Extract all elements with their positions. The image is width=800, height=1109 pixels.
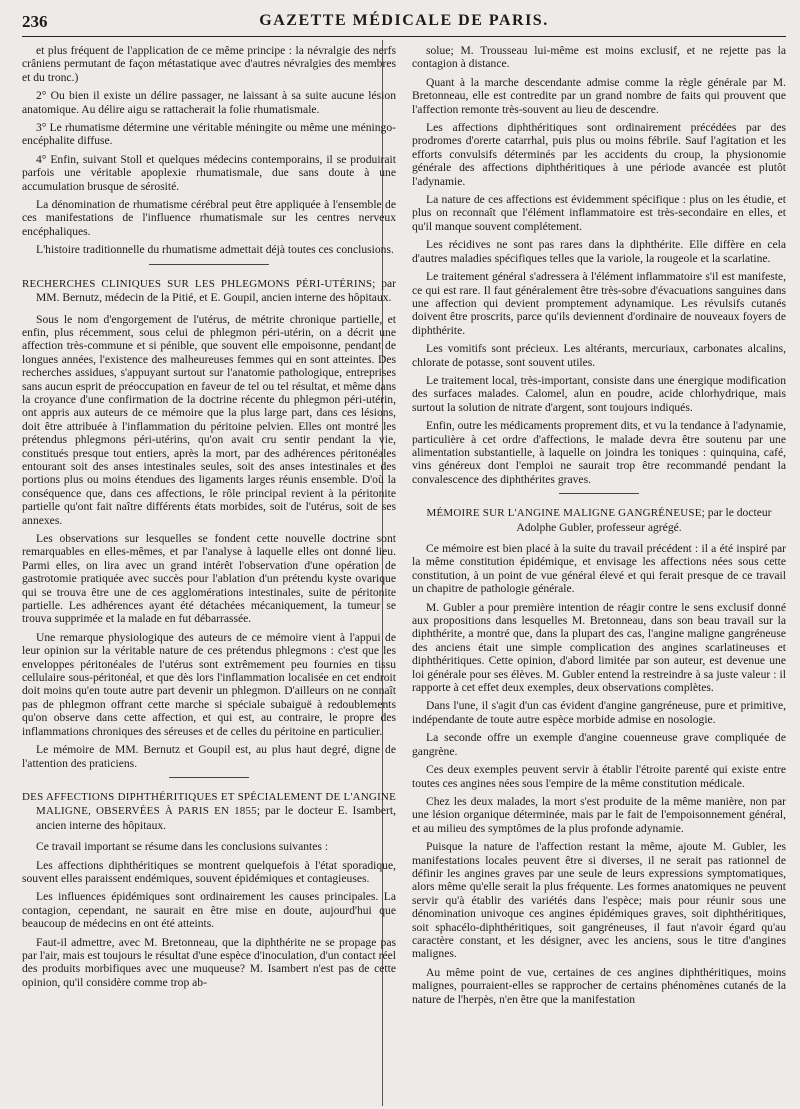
paragraph: Ce mémoire est bien placé à la suite du travail précédent : il a été inspiré par la même constitution épidémique, et envisage les affections nées sous cette constitution, à un point de vue général élevé et qui ferait presque de ce travail un chapitre de pathologie générale. bbox=[412, 542, 786, 596]
paragraph: Les affections diphthéritiques sont ordinairement précédées par des prodromes d'orerte catarrhal, puis plus ou moins fébrile. Sauf l'agitation et les efforts convulsifs déterminés par les accidents du croup, la physionomie générale des affections diphthéritiques à une période avancée est plutôt l'adynamie. bbox=[412, 121, 786, 188]
paragraph: Les récidives ne sont pas rares dans la diphthérite. Elle diffère en cela d'autres maladies spécifiques telles que la variole, la rougeole et la scarlatine. bbox=[412, 238, 786, 265]
article-byline: ; par le docteur Adolphe Gubler, professeur agrégé. bbox=[516, 506, 772, 534]
article-title: RECHERCHES CLINIQUES SUR LES PHLEGMONS PÉRI-UTÉRINS bbox=[22, 277, 373, 290]
section-divider bbox=[149, 264, 269, 265]
paragraph: Les influences épidémiques sont ordinairement les causes principales. La contagion, cependant, ne saurait en être mise en doute, aujourd'hui que beaucoup de médecins en ont été atteints. bbox=[22, 890, 396, 931]
paragraph: Les observations sur lesquelles se fondent cette nouvelle doctrine sont remarquables en elles-mêmes, et par l'analyse à laquelle elles ont donné lieu. Parmi elles, on lira avec un grand intérêt l'observation d'une opération de gastrotomie pratiquée avec succès pour l'ablation d'un prétendu kyste ovarique qui se trouva être une de ces agglomérations intestinales, suite de péritonite partielle. Les adhérences ayant été détachées mécaniquement, la tumeur se trouva supprimée et la malade en fut débarrassée. bbox=[22, 532, 396, 626]
paragraph: solue; M. Trousseau lui-même est moins exclusif, et ne rejette pas la contagion à distance. bbox=[412, 44, 786, 71]
article-heading-diphtheritic bbox=[22, 790, 396, 832]
text-columns bbox=[22, 44, 786, 1104]
paragraph: Les affections diphthéritiques se montrent quelquefois à l'état sporadique, souvent elles paraissent endémiques, souvent épidémiques et contagieuses. bbox=[22, 858, 396, 885]
paragraph: L'histoire traditionnelle du rhumatisme admettait déjà toutes ces conclusions. bbox=[36, 243, 394, 257]
paragraph: Les vomitifs sont précieux. Les altérants, mercuriaux, carbonates alcalins, chlorate de potasse, sont souvent utiles. bbox=[412, 342, 786, 369]
paragraph: M. Gubler a pour première intention de réagir contre le sens exclusif donné aux propositions dans lesquelles M. Bretonneau, dans son beau travail sur la diphthérite, a montré que, dans la plupart des cas, l'angine maligne gangréneuse des anciens était une simple complication des angines scarlatineuses et diphthéritiques. Cette opinion, d'abord limitée par son auteur, est devenue une loi générale pour ses élèves. M. Gubler entend la restreindre à sa juste valeur : il rapporte à cet effet deux exemples, deux observations complètes. bbox=[412, 600, 786, 695]
article-title: MÉMOIRE SUR L'ANGINE MALIGNE GANGRÉNEUSE bbox=[426, 507, 702, 520]
paragraph: 2° Ou bien il existe un délire passager, ne laissant à sa suite aucune lésion anatomique. Au délire aigu se rattacherait la folie rhumatismale. bbox=[22, 89, 396, 116]
paragraph: La dénomination de rhumatisme cérébral peut être appliquée à l'ensemble de ces manifestations de l'influence rhumatismale sur les centres nerveux encéphaliques. bbox=[22, 198, 396, 238]
paragraph: Chez les deux malades, la mort s'est produite de la même manière, non par une lésion organique déterminée, mais par le fait de l'empoisonnement général, et au milieu des symptômes de la plus profonde adynamie. bbox=[412, 794, 786, 835]
paragraph: La seconde offre un exemple d'angine couenneuse grave compliquée de gangrène. bbox=[412, 731, 786, 758]
paragraph: Puisque la nature de l'affection restant la même, ajoute M. Gubler, les manifestations locales peuvent être si diverses, il ne serait pas rationnel de définir les angines graves par une seule de leurs expressions symptomatiques, alors même qu'elle serait la plus fréquente. Les formes anatomiques ne peuvent servir qu'à établir des variétés dans l'espèce; mais pour réunir sous une dénomination univoque ces angines épidémiques graves, soit diphthéritiques, soit sphacélo-diphthéritiques, soit gangréneuses, il faut n'avoir égard qu'au caractère constant, et les désigner, avec les anciens, sous le titre d'angines malignes. bbox=[412, 840, 786, 961]
article-byline: ; par le docteur E. Isambert, ancien interne des hôpitaux. bbox=[36, 804, 396, 832]
section-divider bbox=[169, 777, 249, 778]
paragraph: Faut-il admettre, avec M. Bretonneau, que la diphthérite ne se propage pas par l'air, mais est toujours le résultat d'une espèce d'inoculation, d'un contact réel des produits morbifiques avec une muqueuse? M. Isambert n'est pas de cette opinion, qu'il considère comme trop ab- bbox=[22, 935, 396, 989]
paragraph: Une remarque physiologique des auteurs de ce mémoire vient à l'appui de leur opinion sur la véritable nature de ces prétendus phlegmons : c'est que les enveloppes péritonéales de l'utérus sont extrêmement peu fournies en tissu cellulaire sous-péritonéal, et que dès lors l'inflammation localisée en cet endroit doit moins qu'en toute autre part devenir un phlegmon. D'ailleurs on ne connaît pas de phlegmon offrant cette marche si spéciale subaiguë à redoublements qu'on observe dans cette affection, et qui est, au contraire, le propre des inflammations chroniques des séreuses et de celles du péritoine en particulier. bbox=[22, 630, 396, 738]
page-number: 236 bbox=[22, 12, 48, 31]
page-header bbox=[22, 10, 786, 37]
running-title: GAZETTE MÉDICALE DE PARIS. bbox=[259, 12, 549, 29]
article-byline: ; par MM. Bernutz, médecin de la Pitié, et E. Goupil, ancien interne des hôpitaux. bbox=[36, 276, 396, 305]
paragraph: 4° Enfin, suivant Stoll et quelques médecins contemporains, il se produirait parfois une véritable apoplexie rhumatismale, due sans doute à une accumulation brusque de sérosité. bbox=[22, 152, 396, 193]
paragraph: Le mémoire de MM. Bernutz et Goupil est, au plus haut degré, digne de l'attention des praticiens. bbox=[22, 743, 396, 770]
paragraph: Ces deux exemples peuvent servir à établir l'étroite parenté qui existe entre toutes ces angines nées sous l'empire de la même constitution médicale. bbox=[412, 763, 786, 790]
paragraph: Enfin, outre les médicaments proprement dits, et vu la tendance à l'adynamie, particulière à cet ordre d'affections, le malade devra être soutenu par une alimentation substantielle, à laquelle on joindra les toniques : quinquina, café, vins généreux dont l'emploi ne saurait trop être recommandé pendant la convalescence des diphthérites graves. bbox=[412, 419, 786, 486]
section-divider bbox=[559, 493, 639, 494]
article-heading-phlegmons bbox=[22, 277, 396, 305]
article-heading-gangrenous bbox=[412, 506, 786, 534]
paragraph: Quant à la marche descendante admise comme la règle générale par M. Bretonneau, elle est contredite par un grand nombre de faits qui prouvent que l'affection remonte très-souvent au lieu de descendre. bbox=[412, 75, 786, 116]
left-column bbox=[22, 44, 396, 1104]
paragraph: La nature de ces affections est évidemment spécifique : plus on les étudie, et plus on reconnaît que l'élément inflammatoire est très-secondaire en elles, et qu'il manque souvent complétement. bbox=[412, 193, 786, 233]
paragraph: Le traitement local, très-important, consiste dans une énergique modification des surfaces malades. Calomel, alun en poudre, acide chlorhydrique, mais surtout la solution de nitrate d'argent, sont toujours indiqués. bbox=[412, 373, 786, 414]
right-column bbox=[412, 44, 786, 1104]
paragraph: Ce travail important se résume dans les conclusions suivantes : bbox=[36, 840, 329, 854]
paragraph: Sous le nom d'engorgement de l'utérus, de métrite chronique partielle, et enfin, plus récemment, sous celui de phlegmon péri-utérin, on a décrit une affection très-commune et si pénible, que souvent elle empoisonne, pendant de longues années, l'existence des malheureuses femmes qui en sont atteintes. Des recherches assidues, s'appuyant surtout sur l'anatomie pathologique, entreprises sans aucun esprit de préoccupation en faveur de tel ou tel résultat, et même dans la croyance d'une confirmation de la doctrine récente du phlegmon péri-utérin, ont appris aux auteurs de ce mémoire que la plus large part, dans ces lésions, doit être attribuée à l'inflammation du péritoine pelvien. Elles ont montré les prétendus phlegmons péri-utérins, qu'on avait cru sentir pendant la vie, constitués presque tout entiers, après la mort, par des adhérences péritonéales entourant soit des anses intestinales seules, soit des anses intestinales et des portions plus ou moins étendues des ligaments larges réunis ensemble. D'où la conséquence que, dans ces affections, le rôle principal revient à la péritonite partielle qu'ont fait naître différents états morbides, soit de l'utérus, soit de ses annexes. bbox=[22, 312, 396, 527]
paragraph: et plus fréquent de l'application de ce même principe : la névralgie des nerfs crâniens permutant de façon métastatique avec d'autres névralgies des membres et du tronc.) bbox=[22, 44, 396, 84]
article-title: DES AFFECTIONS DIPHTHÉRITIQUES ET SPÉCIALEMENT DE L'ANGINE MALIGNE, OBSERVÉES À PARIS EN 1855 bbox=[22, 790, 396, 818]
paragraph: Au même point de vue, certaines de ces angines diphthéritiques, moins malignes, pourraient-elles se rapprocher de certains phénomènes cutanés de la nature de l'herpès, n'en être que la manifestation bbox=[412, 965, 786, 1006]
paragraph: Dans l'une, il s'agit d'un cas évident d'angine gangréneuse, pure et primitive, indépendante de toute autre espèce morbide admise en nosologie. bbox=[412, 699, 786, 726]
paragraph: 3° Le rhumatisme détermine une véritable méningite ou même une méningo-encéphalite diffuse. bbox=[22, 121, 396, 148]
paragraph: Le traitement général s'adressera à l'élément inflammatoire s'il est manifeste, ce qui est rare. Il faut généralement être très-sobre d'évacuations sanguines dans une affection qui devient promptement adynamique. Les révulsifs cutanés doivent être proscrits, parce qu'ils deviennent d'ordinaire de nouveaux foyers de diphthérite. bbox=[412, 270, 786, 337]
